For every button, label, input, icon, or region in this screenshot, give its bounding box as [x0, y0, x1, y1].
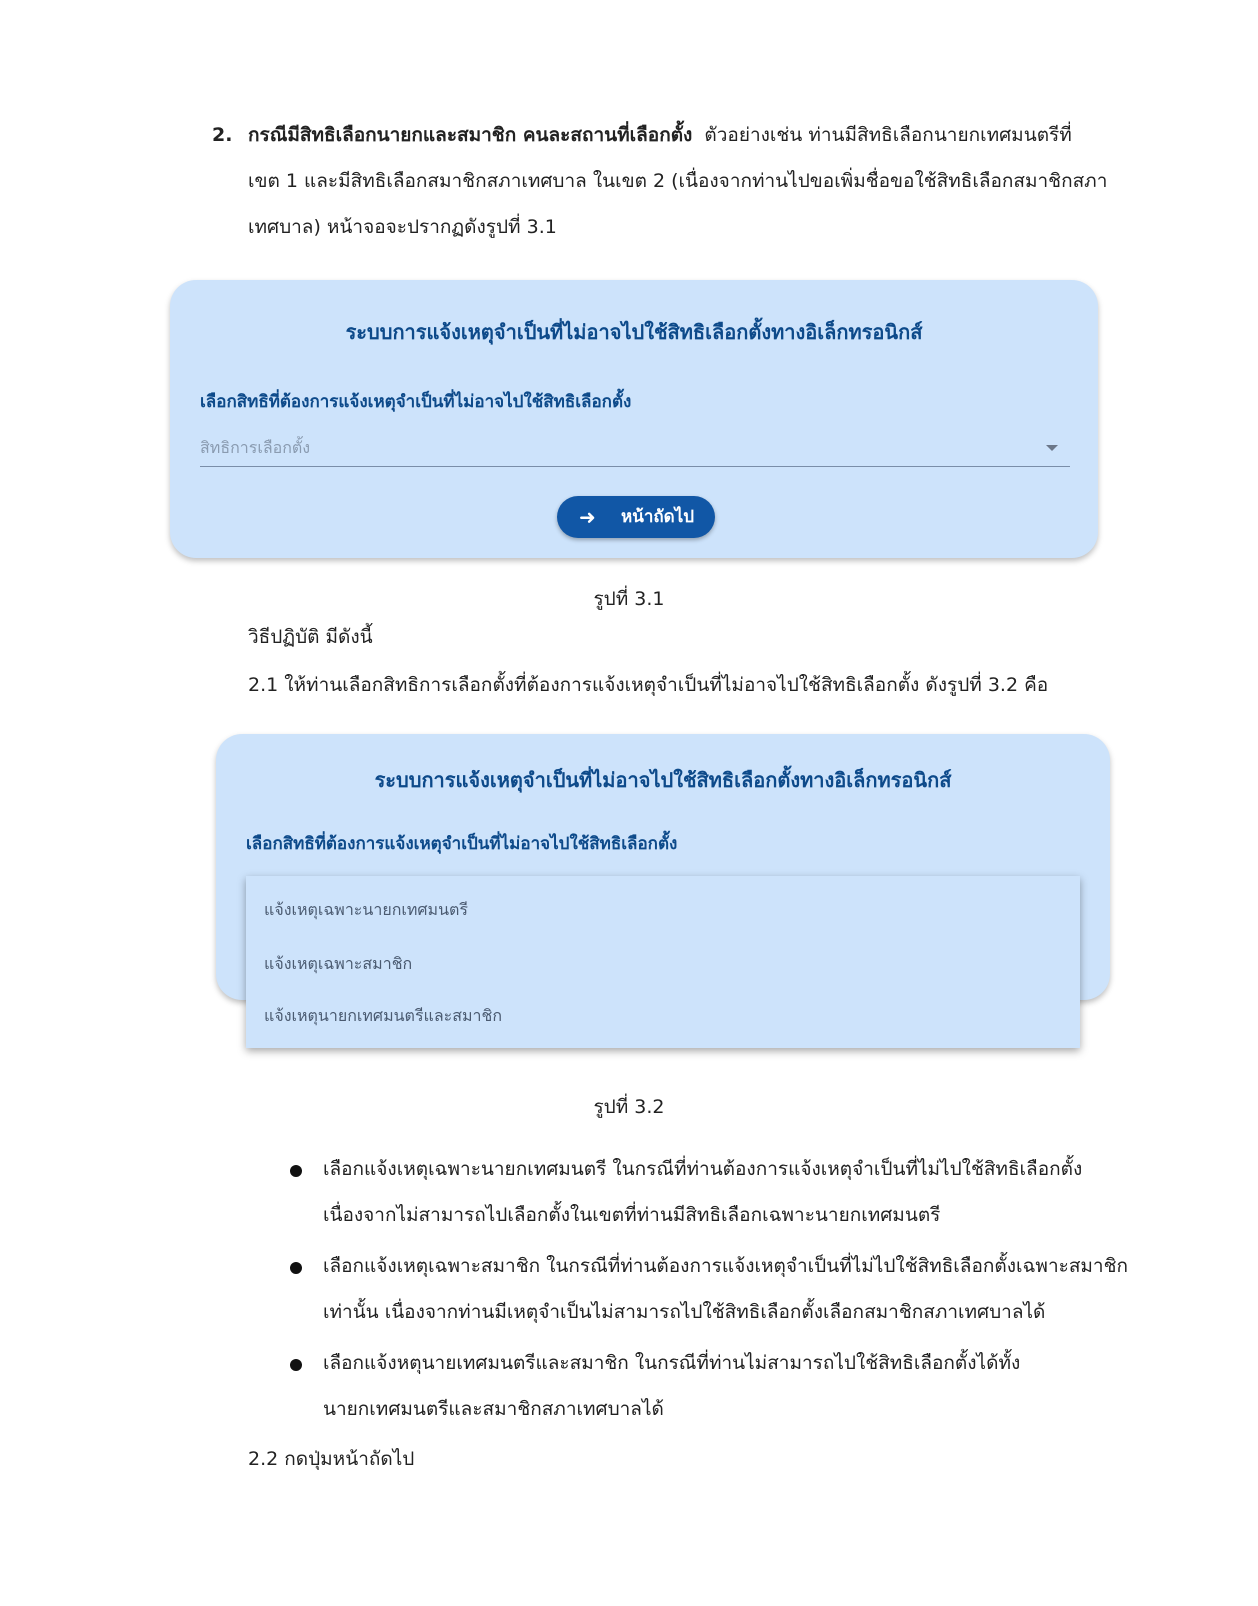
figure-3-1-panel [170, 280, 1098, 558]
bullet-item-1-line-2: เนื่องจากไม่สามารถไปเลือกตั้งในเขตที่ท่านมีสิทธิเลือกเฉพาะนายกเทศมนตรี [323, 1204, 941, 1226]
select-label: เลือกสิทธิที่ต้องการแจ้งเหตุจำเป็นที่ไม่อาจไปใช้สิทธิเลือกตั้ง [246, 834, 678, 854]
intro-line-2: เขต 1 และมีสิทธิเลือกสมาชิกสภาเทศบาล ในเขต 2 (เนื่องจากท่านไปขอเพิ่มชื่อขอใช้สิทธิเลือกสมาชิกสภา [248, 170, 1108, 192]
intro-heading: กรณีมีสิทธิเลือกนายกและสมาชิก คนละสถานที่เลือกตั้ง [248, 124, 693, 146]
step-2-2: 2.2 กดปุ่มหน้าถัดไป [248, 1448, 415, 1470]
intro-line-1 [212, 112, 1107, 158]
dropdown-caret-icon[interactable] [1046, 445, 1058, 451]
figure-3-2-caption: รูปที่ 3.2 [593, 1096, 665, 1118]
bullet-icon [290, 1165, 302, 1177]
bullet-item-3-line-2: นายกเทศมนตรีและสมาชิกสภาเทศบาลได้ [323, 1398, 664, 1420]
panel-title: ระบบการแจ้งเหตุจำเป็นที่ไม่อาจไปใช้สิทธิเลือกตั้งทางอิเล็กทรอนิกส์ [374, 768, 952, 792]
bullet-item-1-line-1: เลือกแจ้งเหตุเฉพาะนายกเทศมนตรี ในกรณีที่ท่านต้องการแจ้งเหตุจำเป็นที่ไม่ไปใช้สิทธิเลือกตั้ง [323, 1158, 1083, 1180]
bullet-item-2 [323, 1243, 1128, 1335]
intro-line-3: เทศบาล) หน้าจอจะปรากฏดังรูปที่ 3.1 [248, 216, 557, 238]
figure-3-1-caption: รูปที่ 3.1 [593, 588, 665, 610]
menu-item-member-only[interactable]: แจ้งเหตุเฉพาะสมาชิก [264, 954, 413, 973]
bullet-icon [290, 1359, 302, 1371]
bullet-item-2-line-2: เท่านั้น เนื่องจากท่านมีเหตุจำเป็นไม่สามารถไปใช้สิทธิเลือกตั้งเลือกสมาชิกสภาเทศบาลได้ [323, 1301, 1046, 1323]
bullet-item-3 [323, 1340, 1020, 1432]
arrow-right-icon: ➜ [579, 505, 596, 529]
intro-line-1-rest: ตัวอย่างเช่น ท่านมีสิทธิเลือกนายกเทศมนตรีที่ [704, 124, 1072, 146]
election-right-select[interactable] [200, 430, 1070, 467]
intro-number: 2. [212, 124, 233, 146]
bullet-item-2-line-1: เลือกแจ้งเหตุเฉพาะสมาชิก ในกรณีที่ท่านต้องการแจ้งเหตุจำเป็นที่ไม่ไปใช้สิทธิเลือกตั้งเฉพาะสมาชิก [323, 1255, 1129, 1277]
bullet-icon [290, 1262, 302, 1274]
step-2-1: 2.1 ให้ท่านเลือกสิทธิการเลือกตั้งที่ต้องการแจ้งเหตุจำเป็นที่ไม่อาจไปใช้สิทธิเลือกตั้ง ดังรูปที่ 3.2 คือ [248, 674, 1049, 696]
select-label: เลือกสิทธิที่ต้องการแจ้งเหตุจำเป็นที่ไม่อาจไปใช้สิทธิเลือกตั้ง [200, 392, 632, 412]
next-page-button[interactable] [557, 496, 715, 538]
panel-title: ระบบการแจ้งเหตุจำเป็นที่ไม่อาจไปใช้สิทธิเลือกตั้งทางอิเล็กทรอนิกส์ [345, 320, 923, 344]
bullet-item-3-line-1: เลือกแจ้งหตุนายเทศมนตรีและสมาชิก ในกรณีที่ท่านไม่สามารถไปใช้สิทธิเลือกตั้งได้ทั้ง [323, 1352, 1021, 1374]
bullet-item-1 [323, 1146, 1082, 1238]
election-right-dropdown-menu [246, 876, 1080, 1048]
menu-item-mayor-and-member[interactable]: แจ้งเหตุนายกเทศมนตรีและสมาชิก [264, 1006, 503, 1025]
menu-item-mayor-only[interactable]: แจ้งเหตุเฉพาะนายกเทศมนตรี [264, 900, 469, 919]
select-placeholder: สิทธิการเลือกตั้ง [200, 438, 311, 457]
next-page-label: หน้าถัดไป [621, 507, 695, 527]
method-title: วิธีปฏิบัติ มีดังนี้ [248, 626, 373, 648]
intro-paragraph [212, 112, 1107, 250]
